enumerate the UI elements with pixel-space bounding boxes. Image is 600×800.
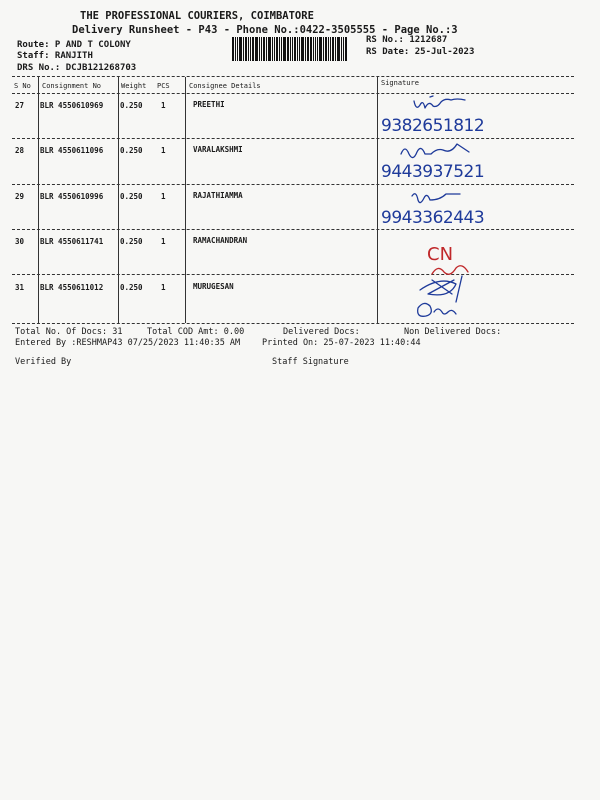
handwritten-phone: 9443937521: [381, 162, 485, 182]
row-consignee: RAJATHIAMMA: [193, 191, 243, 200]
total-docs: Total No. Of Docs: 31: [15, 327, 123, 337]
staff-label: Staff: RANJITH: [17, 51, 93, 61]
barcode-bar: [294, 37, 296, 61]
verified-by-label: Verified By: [15, 357, 72, 367]
row-pcs: 1: [161, 237, 166, 246]
row-consignment-no: BLR 4550611096: [40, 146, 104, 155]
barcode-bar: [292, 37, 293, 61]
rs-number: RS No.: 1212687: [366, 35, 448, 45]
barcode-bar: [250, 37, 251, 61]
row-divider: [12, 138, 574, 139]
barcode-bar: [328, 37, 329, 61]
barcode-bar: [281, 37, 282, 61]
handwritten-note: CN: [427, 244, 454, 265]
non-delivered-docs: Non Delivered Docs:: [404, 327, 502, 337]
row-pcs: 1: [161, 283, 166, 292]
signature-scribble: [410, 272, 480, 322]
row-consignee: MURUGESAN: [193, 282, 234, 291]
row-sno: 30: [15, 237, 25, 246]
row-divider: [12, 184, 574, 185]
barcode-bar: [255, 37, 258, 61]
barcode-bar: [290, 37, 291, 61]
barcode-bar: [325, 37, 327, 61]
drs-number: DRS No.: DCJB121268703: [17, 63, 137, 73]
barcode-bar: [261, 37, 262, 61]
table-bottom-rule: [12, 323, 574, 324]
column-rule: [185, 77, 186, 323]
barcode-bar: [268, 37, 271, 61]
table-header-rule: [12, 93, 574, 94]
barcode-bar: [237, 37, 238, 61]
row-consignment-no: BLR 4550611012: [40, 283, 104, 292]
route-label: Route: P AND T COLONY: [17, 40, 131, 50]
runsheet-title: Delivery Runsheet - P43 - Phone No.:0422-3505555 - Page No.:3: [72, 24, 458, 36]
barcode-bar: [323, 37, 324, 61]
barcode-bar: [301, 37, 304, 61]
signature-scribble: [400, 188, 480, 208]
barcode-image: [232, 37, 360, 61]
barcode-bar: [232, 37, 234, 61]
barcode-bar: [239, 37, 242, 61]
barcode-bar: [310, 37, 312, 61]
row-consignment-no: BLR 4550611741: [40, 237, 104, 246]
barcode-bar: [274, 37, 275, 61]
delivered-docs: Delivered Docs:: [283, 327, 360, 337]
row-pcs: 1: [161, 146, 166, 155]
column-header-consignee: Consignee Details: [189, 82, 261, 90]
barcode-bar: [305, 37, 306, 61]
barcode-bar: [315, 37, 316, 61]
rs-date: RS Date: 25-Jul-2023: [366, 47, 475, 57]
row-divider: [12, 229, 574, 230]
barcode-bar: [345, 37, 347, 61]
row-weight: 0.250: [120, 101, 143, 110]
barcode-bar: [235, 37, 236, 61]
barcode-bar: [299, 37, 300, 61]
row-consignee: RAMACHANDRAN: [193, 236, 248, 245]
barcode-bar: [317, 37, 318, 61]
row-sno: 27: [15, 101, 25, 110]
barcode-bar: [272, 37, 273, 61]
row-weight: 0.250: [120, 192, 143, 201]
barcode-bar: [332, 37, 334, 61]
column-header-sno: S No: [14, 82, 31, 90]
barcode-bar: [287, 37, 289, 61]
table-top-rule: [12, 76, 574, 77]
total-cod: Total COD Amt: 0.00: [147, 327, 245, 337]
barcode-bar: [259, 37, 260, 61]
barcode-bar: [243, 37, 244, 61]
row-pcs: 1: [161, 192, 166, 201]
signature-scribble: [400, 95, 480, 117]
row-weight: 0.250: [120, 146, 143, 155]
row-consignment-no: BLR 4550610996: [40, 192, 104, 201]
barcode-bar: [341, 37, 342, 61]
barcode-bar: [276, 37, 278, 61]
barcode-bar: [279, 37, 280, 61]
signature-scribble: [395, 140, 485, 164]
row-pcs: 1: [161, 101, 166, 110]
barcode-bar: [307, 37, 309, 61]
barcode-bar: [252, 37, 254, 61]
barcode-bar: [330, 37, 331, 61]
column-header-weight: Weight: [121, 82, 147, 90]
row-divider: [12, 274, 574, 275]
barcode-bar: [248, 37, 249, 61]
barcode-bar: [335, 37, 336, 61]
column-header-signature: Signature: [381, 79, 419, 87]
handwritten-phone: 9382651812: [381, 116, 485, 136]
row-consignment-no: BLR 4550610969: [40, 101, 104, 110]
barcode-bar: [343, 37, 344, 61]
barcode-bar: [245, 37, 247, 61]
column-header-consignment: Consignment No: [42, 82, 102, 90]
barcode-bar: [337, 37, 340, 61]
barcode-bar: [283, 37, 286, 61]
row-consignee: VARALAKSHMI: [193, 145, 243, 154]
row-sno: 29: [15, 192, 25, 201]
column-header-pcs: PCS: [157, 82, 170, 90]
row-consignee: PREETHI: [193, 100, 225, 109]
column-rule: [377, 77, 378, 323]
row-weight: 0.250: [120, 283, 143, 292]
company-title: THE PROFESSIONAL COURIERS, COIMBATORE: [80, 10, 314, 22]
staff-signature-label: Staff Signature: [272, 357, 349, 367]
printed-on: Printed On: 25-07-2023 11:40:44: [262, 338, 421, 348]
column-rule: [38, 77, 39, 323]
barcode-bar: [319, 37, 322, 61]
row-sno: 28: [15, 146, 25, 155]
row-weight: 0.250: [120, 237, 143, 246]
barcode-bar: [266, 37, 267, 61]
barcode-bar: [313, 37, 314, 61]
barcode-bar: [297, 37, 298, 61]
handwritten-phone: 9943362443: [381, 208, 485, 228]
barcode-bar: [263, 37, 265, 61]
entered-by: Entered By :RESHMAP43 07/25/2023 11:40:35 AM: [15, 338, 241, 348]
row-sno: 31: [15, 283, 25, 292]
column-rule: [118, 77, 119, 323]
